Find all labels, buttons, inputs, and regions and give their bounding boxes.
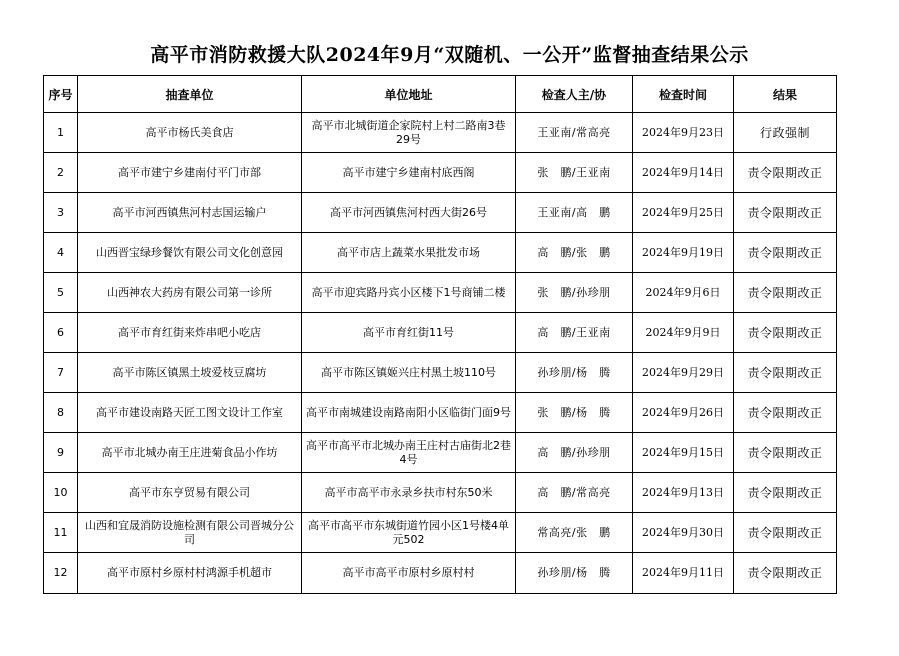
cell-serial-number: 8 bbox=[44, 393, 78, 433]
cell-result: 责令限期改正 bbox=[734, 153, 837, 193]
header-serial-number: 序号 bbox=[44, 76, 78, 113]
cell-inspection-date: 2024年9月19日 bbox=[633, 233, 734, 273]
cell-result: 责令限期改正 bbox=[734, 513, 837, 553]
page-title: 高平市消防救援大队2024年9月“双随机、一公开”监督抽查结果公示 bbox=[150, 44, 749, 66]
cell-serial-number: 10 bbox=[44, 473, 78, 513]
table-row bbox=[44, 113, 837, 153]
cell-result: 责令限期改正 bbox=[734, 233, 837, 273]
cell-serial-number: 11 bbox=[44, 513, 78, 553]
header-inspection-date: 检查时间 bbox=[633, 76, 734, 113]
cell-result: 责令限期改正 bbox=[734, 553, 837, 594]
cell-inspection-date: 2024年9月30日 bbox=[633, 513, 734, 553]
table-row bbox=[44, 473, 837, 513]
cell-result: 责令限期改正 bbox=[734, 393, 837, 433]
header-unit-address: 单位地址 bbox=[302, 76, 516, 113]
cell-inspected-unit: 山西和宜晟消防设施检测有限公司晋城分公司 bbox=[78, 513, 302, 553]
cell-inspection-date: 2024年9月9日 bbox=[633, 313, 734, 353]
table-row bbox=[44, 273, 837, 313]
cell-inspectors: 王亚南/高 鹏 bbox=[516, 193, 633, 233]
table-row bbox=[44, 353, 837, 393]
cell-inspectors: 高 鹏/张 鹏 bbox=[516, 233, 633, 273]
cell-inspection-date: 2024年9月25日 bbox=[633, 193, 734, 233]
cell-inspected-unit: 高平市原村乡原村村鸿源手机超市 bbox=[78, 553, 302, 594]
cell-inspectors: 张 鹏/王亚南 bbox=[516, 153, 633, 193]
cell-inspected-unit: 高平市杨氏美食店 bbox=[78, 113, 302, 153]
cell-inspected-unit: 山西神农大药房有限公司第一诊所 bbox=[78, 273, 302, 313]
cell-result: 行政强制 bbox=[734, 113, 837, 153]
cell-inspectors: 高 鹏/常高亮 bbox=[516, 473, 633, 513]
cell-inspectors: 孙珍朋/杨 腾 bbox=[516, 353, 633, 393]
cell-inspectors: 常高亮/张 鹏 bbox=[516, 513, 633, 553]
cell-serial-number: 3 bbox=[44, 193, 78, 233]
table-row bbox=[44, 513, 837, 553]
cell-unit-address: 高平市店上蔬菜水果批发市场 bbox=[302, 233, 516, 273]
cell-serial-number: 1 bbox=[44, 113, 78, 153]
header-inspectors: 检查人主/协 bbox=[516, 76, 633, 113]
cell-unit-address: 高平市南城建设南路南阳小区临街门面9号 bbox=[302, 393, 516, 433]
cell-unit-address: 高平市北城街道企家院村上村二路南3巷29号 bbox=[302, 113, 516, 153]
cell-inspectors: 王亚南/常高亮 bbox=[516, 113, 633, 153]
cell-inspected-unit: 高平市东亨贸易有限公司 bbox=[78, 473, 302, 513]
cell-serial-number: 9 bbox=[44, 433, 78, 473]
cell-serial-number: 12 bbox=[44, 553, 78, 594]
cell-result: 责令限期改正 bbox=[734, 353, 837, 393]
cell-unit-address: 高平市高平市永录乡扶市村东50米 bbox=[302, 473, 516, 513]
cell-result: 责令限期改正 bbox=[734, 273, 837, 313]
cell-unit-address: 高平市河西镇焦河村西大街26号 bbox=[302, 193, 516, 233]
header-result: 结果 bbox=[734, 76, 837, 113]
cell-result: 责令限期改正 bbox=[734, 313, 837, 353]
table-row bbox=[44, 233, 837, 273]
cell-inspection-date: 2024年9月6日 bbox=[633, 273, 734, 313]
cell-inspection-date: 2024年9月29日 bbox=[633, 353, 734, 393]
cell-inspection-date: 2024年9月26日 bbox=[633, 393, 734, 433]
table-row bbox=[44, 313, 837, 353]
table-row bbox=[44, 153, 837, 193]
cell-serial-number: 2 bbox=[44, 153, 78, 193]
cell-inspection-date: 2024年9月23日 bbox=[633, 113, 734, 153]
cell-unit-address: 高平市陈区镇姬兴庄村黑土坡110号 bbox=[302, 353, 516, 393]
cell-inspection-date: 2024年9月13日 bbox=[633, 473, 734, 513]
cell-inspected-unit: 高平市建宁乡建南付平门市部 bbox=[78, 153, 302, 193]
table-row bbox=[44, 393, 837, 433]
cell-inspection-date: 2024年9月15日 bbox=[633, 433, 734, 473]
cell-inspection-date: 2024年9月14日 bbox=[633, 153, 734, 193]
cell-unit-address: 高平市高平市原村乡原村村 bbox=[302, 553, 516, 594]
cell-inspectors: 张 鹏/孙珍朋 bbox=[516, 273, 633, 313]
cell-serial-number: 5 bbox=[44, 273, 78, 313]
cell-unit-address: 高平市迎宾路丹宾小区楼下1号商铺二楼 bbox=[302, 273, 516, 313]
cell-inspectors: 孙珍朋/杨 腾 bbox=[516, 553, 633, 594]
cell-inspectors: 高 鹏/王亚南 bbox=[516, 313, 633, 353]
cell-serial-number: 4 bbox=[44, 233, 78, 273]
cell-inspected-unit: 高平市育红街来炸串吧小吃店 bbox=[78, 313, 302, 353]
table-row bbox=[44, 193, 837, 233]
cell-inspected-unit: 高平市陈区镇黑土坡爱枝豆腐坊 bbox=[78, 353, 302, 393]
cell-inspected-unit: 高平市北城办南王庄进菊食品小作坊 bbox=[78, 433, 302, 473]
cell-serial-number: 7 bbox=[44, 353, 78, 393]
cell-result: 责令限期改正 bbox=[734, 433, 837, 473]
cell-inspected-unit: 高平市建设南路天匠工图文设计工作室 bbox=[78, 393, 302, 433]
table-header-row bbox=[44, 76, 837, 113]
cell-inspected-unit: 高平市河西镇焦河村志国运输户 bbox=[78, 193, 302, 233]
header-inspected-unit: 抽查单位 bbox=[78, 76, 302, 113]
results-table bbox=[43, 75, 837, 594]
table-row bbox=[44, 433, 837, 473]
cell-inspectors: 高 鹏/孙珍朋 bbox=[516, 433, 633, 473]
cell-result: 责令限期改正 bbox=[734, 473, 837, 513]
cell-serial-number: 6 bbox=[44, 313, 78, 353]
cell-unit-address: 高平市高平市东城街道竹园小区1号楼4单元502 bbox=[302, 513, 516, 553]
cell-unit-address: 高平市高平市北城办南王庄村古庙街北2巷4号 bbox=[302, 433, 516, 473]
cell-inspected-unit: 山西晋宝绿珍餐饮有限公司文化创意园 bbox=[78, 233, 302, 273]
cell-inspection-date: 2024年9月11日 bbox=[633, 553, 734, 594]
cell-unit-address: 高平市育红街11号 bbox=[302, 313, 516, 353]
cell-unit-address: 高平市建宁乡建南村底西阁 bbox=[302, 153, 516, 193]
table-row bbox=[44, 553, 837, 594]
cell-result: 责令限期改正 bbox=[734, 193, 837, 233]
cell-inspectors: 张 鹏/杨 腾 bbox=[516, 393, 633, 433]
